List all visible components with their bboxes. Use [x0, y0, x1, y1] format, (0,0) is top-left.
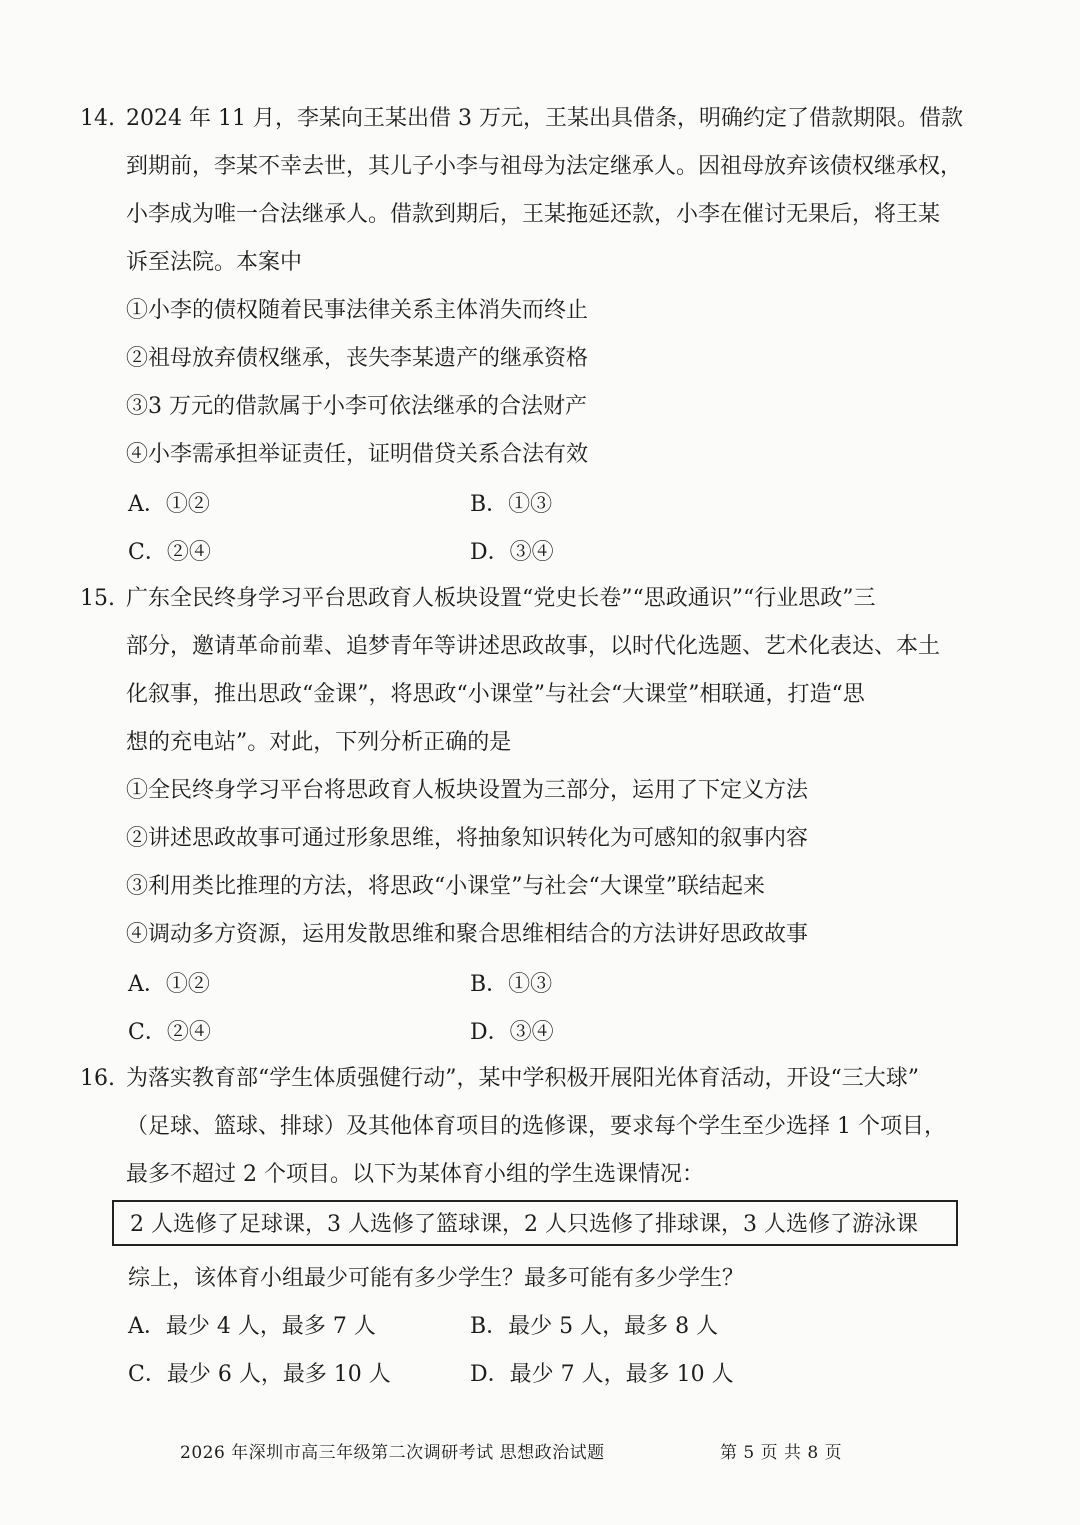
question-stem-line: 为落实教育部“学生体质强健行动”，某中学积极开展阳光体育活动，开设“三大球” [126, 1066, 919, 1091]
statement-2: ②祖母放弃债权继承，丧失李某遗产的继承资格 [126, 346, 589, 371]
option-c: C．最少 6 人，最多 10 人 [128, 1362, 391, 1387]
question-number: 15. [80, 586, 115, 611]
option-b: B．①③ [470, 492, 553, 517]
statement-4: ④小李需承担举证责任，证明借贷关系合法有效 [126, 442, 589, 467]
question-stem-line: 2024 年 11 月，李某向王某出借 3 万元，王某出具借条，明确约定了借款期限。借款 [126, 106, 963, 131]
question-number: 14. [80, 106, 115, 131]
question-stem-line: 诉至法院。本案中 [126, 250, 303, 275]
option-a: A．最少 4 人，最多 7 人 [128, 1314, 376, 1339]
option-b: B．①③ [470, 972, 553, 997]
info-box-text: 2 人选修了足球课，3 人选修了篮球课，2 人只选修了排球课，3 人选修了游泳课 [130, 1212, 918, 1237]
question-number: 16. [80, 1066, 115, 1091]
question-stem-line: 化叙事，推出思政“金课”，将思政“小课堂”与社会“大课堂”相联通，打造“思 [126, 682, 865, 707]
exam-title: 2026 年深圳市高三年级第二次调研考试 思想政治试题 [180, 1443, 605, 1463]
question-stem-line: 想的充电站”。对此，下列分析正确的是 [126, 730, 512, 755]
statement-4: ④调动多方资源，运用发散思维和聚合思维相结合的方法讲好思政故事 [126, 922, 809, 947]
question-stem-line: 部分，邀请革命前辈、追梦青年等讲述思政故事，以时代化选题、艺术化表达、本土 [126, 634, 941, 659]
info-box [112, 1200, 958, 1246]
question-stem-line: 广东全民终身学习平台思政育人板块设置“党史长卷”“思政通识”“行业思政”三 [126, 586, 876, 611]
statement-2: ②讲述思政故事可通过形象思维，将抽象知识转化为可感知的叙事内容 [126, 826, 809, 851]
option-d: D．③④ [470, 540, 554, 565]
statement-3: ③利用类比推理的方法，将思政“小课堂”与社会“大课堂”联结起来 [126, 874, 765, 899]
statement-1: ①小李的债权随着民事法律关系主体消失而终止 [126, 298, 589, 323]
page-footer [180, 1441, 843, 1465]
question-stem-line: 小李成为唯一合法继承人。借款到期后，王某拖延还款，小李在催讨无果后，将王某 [126, 202, 941, 227]
question-stem-line: 到期前，李某不幸去世，其儿子小李与祖母为法定继承人。因祖母放弃该债权继承权， [126, 154, 963, 179]
option-c: C．②④ [128, 1020, 211, 1045]
option-a: A．①② [128, 972, 210, 997]
page-number: 第 5 页 共 8 页 [720, 1443, 843, 1463]
option-b: B．最少 5 人，最多 8 人 [470, 1314, 719, 1339]
option-d: D．③④ [470, 1020, 554, 1045]
option-d: D．最少 7 人，最多 10 人 [470, 1362, 734, 1387]
question-prompt: 综上，该体育小组最少可能有多少学生？最多可能有多少学生？ [128, 1266, 745, 1291]
question-stem-line: 最多不超过 2 个项目。以下为某体育小组的学生选课情况： [126, 1162, 704, 1187]
statement-1: ①全民终身学习平台将思政育人板块设置为三部分，运用了下定义方法 [126, 778, 809, 803]
option-a: A．①② [128, 492, 210, 517]
question-stem-line: （足球、篮球、排球）及其他体育项目的选修课，要求每个学生至少选择 1 个项目， [126, 1114, 946, 1139]
statement-3: ③3 万元的借款属于小李可依法继承的合法财产 [126, 394, 587, 419]
option-c: C．②④ [128, 540, 211, 565]
